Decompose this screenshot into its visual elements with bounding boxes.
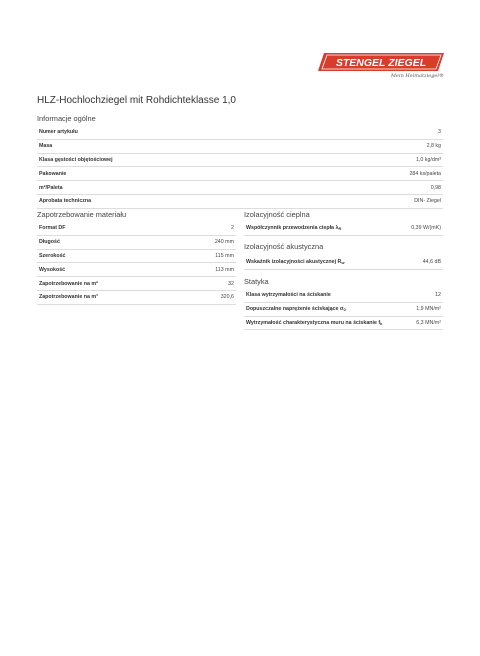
table-row: Klasa gęstości objętościowej 1,0 kg/dm³: [37, 154, 443, 168]
table-row: Dopuszczalne naprężenie ściskające $\sigma_0$ 1,9 MN/m²: [244, 303, 443, 317]
table-row: Szerokość 115 mm: [37, 250, 236, 264]
table-row: Aprobata techniczna DIN- Ziegel: [37, 195, 443, 209]
acoustic-table: [244, 256, 443, 270]
table-row: Numer artykułu 3: [37, 126, 443, 140]
brand-logo: [318, 52, 444, 82]
table-row: Pakowanie 284 ks/paleta: [37, 167, 443, 181]
table-row: Wysokość 113 mm: [37, 263, 236, 277]
table-row: Wytrzymałość charakterystyczna muru na ściskanie $f_k$ 6,3 MN/m²: [244, 317, 443, 331]
section-statics-title: Statyka: [244, 277, 269, 286]
table-row: m²/Paleta 0,98: [37, 181, 443, 195]
section-material-title: Zapotrzebowanie materiału: [37, 210, 127, 219]
table-row: Format DF 2: [37, 222, 236, 236]
material-table: [37, 222, 236, 305]
table-row: Wskaźnik izolacyjności akustycznej $R_w$ 44,6 dB: [244, 256, 443, 270]
thermal-table: [244, 222, 443, 236]
section-thermal-title: Izolacyjność cieplna: [244, 210, 310, 219]
table-row: Zapotrzebowanie na m³ 320,6: [37, 291, 236, 305]
logo-banner: [318, 52, 444, 72]
logo-text: STENGEL ZIEGEL: [335, 57, 427, 70]
table-row: Zapotrzebowanie na m² 32: [37, 277, 236, 291]
table-row: Klasa wytrzymałości na ściskanie 12: [244, 289, 443, 303]
general-table: [37, 126, 443, 209]
logo-tagline: Mein Heimatziegel®: [390, 73, 444, 79]
section-general-title: Informacje ogólne: [37, 114, 96, 123]
table-row: Masa 2,8 kg: [37, 140, 443, 154]
section-acoustic-title: Izolacyjność akustyczna: [244, 242, 324, 251]
statics-table: [244, 289, 443, 330]
table-row: Długość 240 mm: [37, 236, 236, 250]
table-row: Współczynnik przewodzenia ciepła $\lambda_R$ 0,39 W/(mK): [244, 222, 443, 236]
page-title: HLZ-Hochlochziegel mit Rohdichteklasse 1,0: [37, 95, 236, 106]
